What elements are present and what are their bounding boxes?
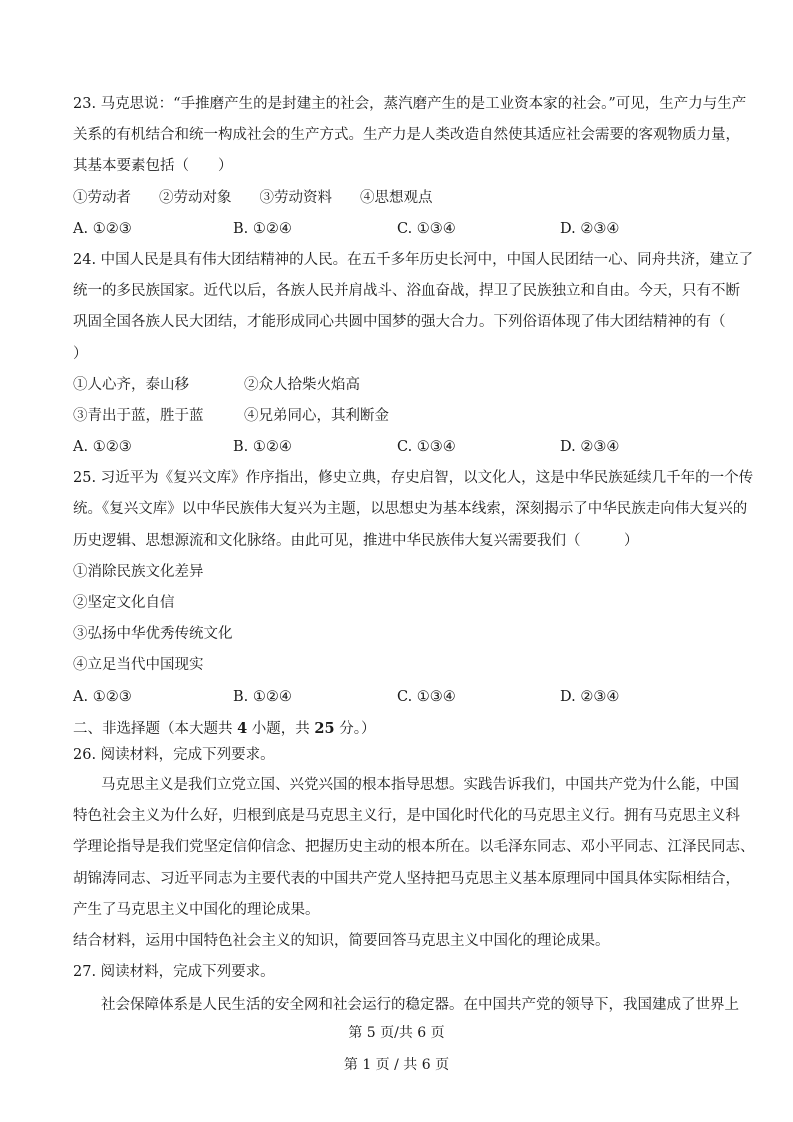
outer-page-number: 第 1 页 / 共 6 页 [343, 1057, 450, 1073]
q24-stem-line: 统一的多民族国家。近代以后，各族人民并肩战斗、浴血奋战，捍卫了民族独立和自由。今天，只有不断 [73, 283, 740, 300]
answer-b: B. ①②④ [233, 439, 292, 456]
q25-option: ①消除民族文化差异 [73, 563, 204, 580]
answer-d: D. ②③④ [560, 439, 620, 456]
q24-stem-line: ） [73, 345, 88, 362]
answer-b: B. ①②④ [233, 220, 292, 237]
section-suffix: 分。） [334, 720, 376, 737]
inner-page-number: 第 5 页/共 6 页 [348, 1025, 445, 1041]
q23-options [73, 183, 721, 214]
q25-answers [73, 682, 721, 713]
q23-answers [73, 214, 721, 245]
q24-options [73, 401, 721, 432]
answer-b: B. ①②④ [233, 688, 292, 705]
q23-stem-line: 23. 马克思说：“手推磨产生的是封建主的社会，蒸汽磨产生的是工业资本家的社会。”可见，生产力与生产 [73, 96, 747, 112]
q23-option: ②劳动对象 [159, 189, 232, 206]
answer-d: D. ②③④ [560, 220, 620, 237]
section-mid: 小题，共 [247, 720, 315, 737]
q23-stem-line: 其基本要素包括（ ） [73, 158, 233, 175]
q25-option: ②坚定文化自信 [73, 595, 175, 611]
section-heading [73, 713, 721, 744]
q26-title: 26. 阅读材料，完成下列要求。 [73, 746, 275, 763]
q27-title: 27. 阅读材料，完成下列要求。 [73, 964, 275, 981]
q26-material-line: 产生了马克思主义中国化的理论成果。 [73, 901, 320, 918]
answer-c: C. ①③④ [397, 688, 456, 705]
q23-option: ④思想观点 [360, 189, 433, 206]
q26-question: 结合材料，运用中国特色社会主义的知识，简要回答马克思主义中国化的理论成果。 [73, 932, 610, 949]
q24-stem-line: 24. 中国人民是具有伟大团结精神的人民。在五千多年历史长河中，中国人民团结一心、同舟共济，建立了 [73, 251, 754, 268]
q23-stem-line: 关系的有机结合和统一构成社会的生产方式。生产力是人类改造自然使其适应社会需要的客观物质力量， [73, 127, 740, 144]
answer-c: C. ①③④ [397, 439, 456, 456]
q25-stem-line: 统。《复兴文库》以中华民族伟大复兴为主题，以思想史为基本线索，深刻揭示了中华民族走向伟大复兴的 [73, 501, 748, 518]
q23-option: ①劳动者 [73, 189, 131, 206]
q25-stem-line: 25. 习近平为《复兴文库》作序指出，修史立典，存史启智，以文化人，这是中华民族延续几千年的一个传 [73, 470, 754, 487]
answer-c: C. ①③④ [397, 220, 456, 237]
exam-page [73, 89, 755, 1021]
q24-options [73, 370, 721, 401]
answer-a: A. ①②③ [73, 220, 132, 237]
q24-option: ③青出于蓝，胜于蓝 [73, 407, 204, 424]
q26-material-line: 特色社会主义为什么好，归根到底是马克思主义行，是中国化时代化的马克思主义行。拥有马克思主义科 [73, 808, 740, 825]
answer-a: A. ①②③ [73, 439, 132, 456]
q25-option: ③弘扬中华优秀传统文化 [73, 626, 233, 643]
q24-stem-line: 巩固全国各族人民大团结，才能形成同心共圆中国梦的强大合力。下列俗语体现了伟大团结精神的有（ [73, 314, 726, 331]
answer-a: A. ①②③ [73, 688, 132, 705]
q24-answers [73, 432, 721, 463]
q24-option: ②众人拾柴火焰高 [244, 376, 360, 393]
q25-option: ④立足当代中国现实 [73, 657, 204, 674]
q24-option: ④兄弟同心，其利断金 [244, 407, 389, 424]
q25-stem-line: 历史逻辑、思想源流和文化脉络。由此可见，推进中华民族伟大复兴需要我们（ ） [73, 532, 639, 549]
q23-option: ③劳动资料 [259, 189, 332, 206]
total-score: 25 [314, 719, 335, 737]
question-count: 4 [237, 719, 248, 737]
q26-material-line: 学理论指导是我们党坚定信仰信念、把握历史主动的根本所在。以毛泽东同志、邓小平同志、江泽民同志、 [73, 839, 755, 856]
answer-d: D. ②③④ [560, 688, 620, 705]
q26-material-line: 马克思主义是我们立党立国、兴党兴国的根本指导思想。实践告诉我们，中国共产党为什么能，中国 [101, 776, 739, 793]
q27-material-line: 社会保障体系是人民生活的安全网和社会运行的稳定器。在中国共产党的领导下，我国建成了世界上 [101, 997, 739, 1014]
q24-option: ①人心齐，泰山移 [73, 376, 189, 393]
q26-material-line: 胡锦涛同志、习近平同志为主要代表的中国共产党人坚持把马克思主义基本原理同中国具体实际相结合， [73, 870, 740, 887]
section-prefix: 二、非选择题（本大题共 [73, 720, 238, 737]
